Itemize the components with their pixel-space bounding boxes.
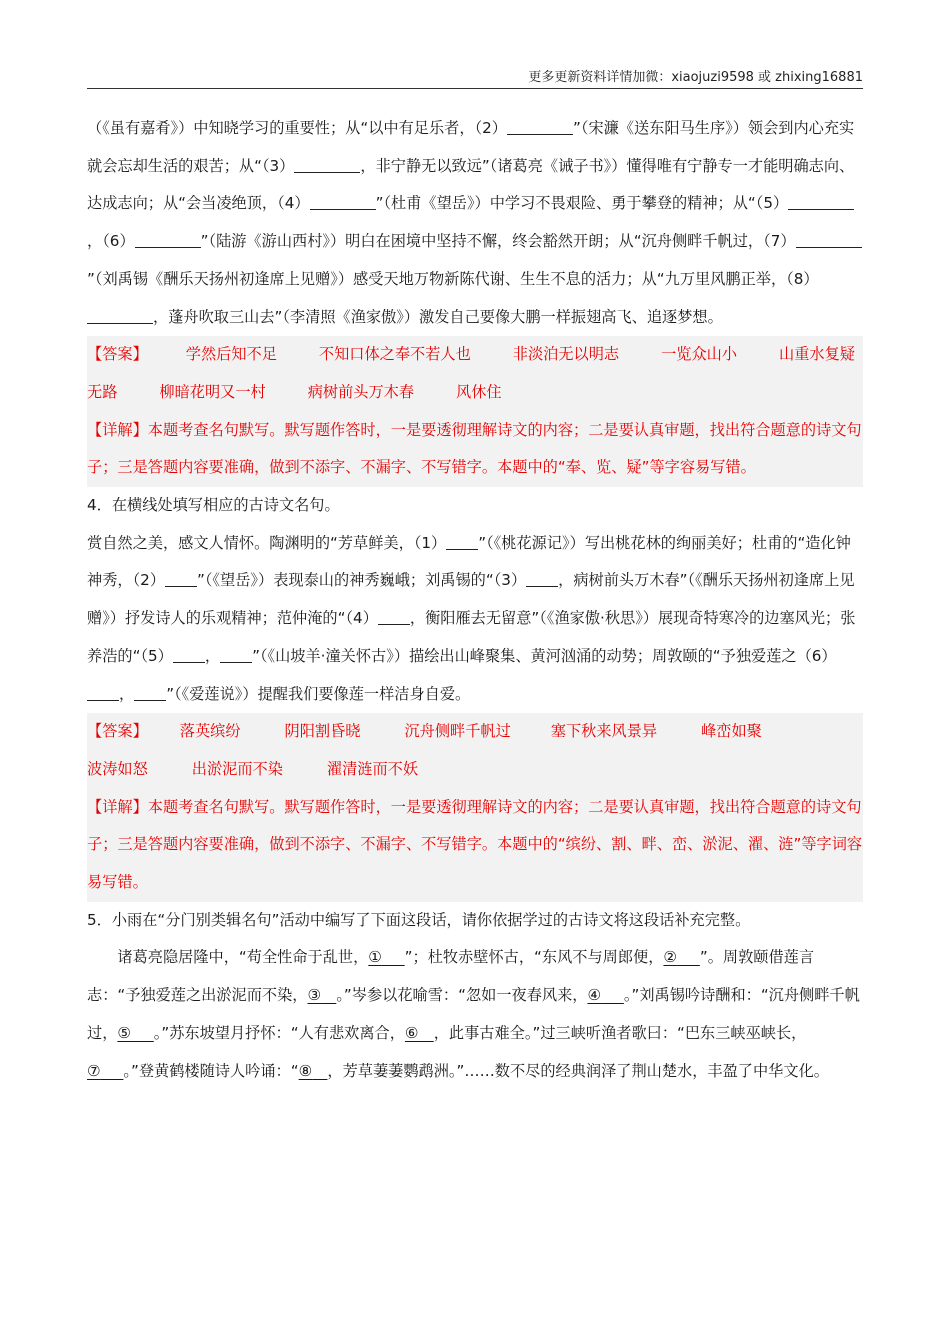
- answer-item: 山重水复疑无路: [87, 345, 855, 401]
- q4-title: 4．在横线处填写相应的古诗文名句。: [87, 496, 340, 515]
- numbered-blank[interactable]: ②: [663, 948, 678, 967]
- answer-item: 一览众山小: [661, 345, 737, 364]
- answer-item: 病树前头万木春: [307, 382, 414, 401]
- fill-blank[interactable]: [796, 231, 862, 248]
- fill-blank[interactable]: [378, 608, 410, 625]
- page-header: 更多更新资料详情加微：xiaojuzi9598 或 zhixing16881: [528, 70, 863, 85]
- answer-item: 柳暗花明又一村: [159, 382, 266, 401]
- detail-label: 【详解】: [87, 797, 148, 816]
- answer-label: 【答案】: [87, 345, 148, 364]
- answer-item: 风休住: [456, 382, 502, 401]
- q4-text: ，: [204, 646, 221, 665]
- answer-item: 学然后知不足: [185, 345, 277, 364]
- q3-text: ”（陆游《游山西村》）明白在困境中坚持不懈，终会豁然开朗；从“沉舟侧畔千帆过，（7）: [200, 232, 796, 251]
- fill-blank[interactable]: [294, 156, 360, 173]
- fill-blank[interactable]: [134, 684, 166, 701]
- q3-text: ，非宁静无以致远”（诸葛亮《诫子书》）懂得唯有宁静专一才能明确志向、达成志向；从“会当凌绝顶，（4）: [87, 156, 855, 213]
- answer-item: 阴阳割昏晓: [284, 722, 361, 741]
- q5-text: 诸葛亮隐居隆中，“苟全性命于乱世，: [117, 948, 369, 967]
- answer-item: 塞下秋来风景异: [550, 722, 658, 741]
- fill-blank[interactable]: [446, 533, 478, 550]
- answer-item: 落英缤纷: [179, 722, 241, 741]
- q5-title: 5．小雨在“分门别类辑名句”活动中编写了下面这段话，请你依据学过的古诗文将这段话补充完整。: [87, 910, 751, 929]
- q4-answer-box: [87, 713, 863, 902]
- q5-text: ”；杜牧赤壁怀古，“东风不与周郎便，: [404, 948, 664, 967]
- q5-text: 。”苏东坡望月抒怀：“人有悲欢离合，: [153, 1023, 405, 1042]
- q3-text: ”（杜甫《望岳》）中学习不畏艰险、勇于攀登的精神；从“（5）: [375, 194, 789, 213]
- numbered-blank[interactable]: ④: [587, 986, 602, 1005]
- q3-text: ”（刘禹锡《酬乐天扬州初逢席上见赠》）感受天地万物新陈代谢、生生不息的活力；从“九万里风鹏正举，（8）: [87, 269, 819, 288]
- numbered-blank-line: [382, 948, 405, 966]
- q5-paragraph: [87, 939, 863, 1090]
- numbered-blank-line: [131, 1024, 154, 1042]
- q5-text: ，芳草萋萋鹦鹉洲。”……数不尽的经典润泽了荆山楚水，丰盈了中华文化。: [327, 1061, 829, 1080]
- numbered-blank-line: [419, 1024, 434, 1042]
- answer-item: 濯清涟而不妖: [326, 759, 418, 778]
- numbered-blank-line: [101, 1062, 124, 1080]
- page-content: [87, 110, 863, 1090]
- answer-item: 波涛如怒: [87, 759, 148, 778]
- q5-text: 。”刘禹锡吟诗酬和：“沉舟侧畔千帆过，: [87, 986, 860, 1042]
- q4-text: ”（《望岳》）表现泰山的神秀巍峨；刘禹锡的“（3）: [197, 571, 527, 590]
- detail-text: 本题考查名句默写。默写题作答时，一是要透彻理解诗文的内容；二是要认真审题，找出符合题意的诗文句子；三是答题内容要准确，做到不添字、不漏字、不写错字。本题中的“奉、览、疑”等字容易写错。: [87, 420, 862, 477]
- detail-text: 本题考查名句默写。默写题作答时，一是要透彻理解诗文的内容；二是要认真审题，找出符合题意的诗文句子；三是答题内容要准确，做到不添字、不漏字、不写错字。本题中的“缤纷、割、畔、峦、淤泥、濯、涟”等字词容易写错。: [87, 797, 863, 892]
- fill-blank[interactable]: [526, 570, 558, 587]
- answer-item: 不知口体之奉不若人也: [318, 345, 471, 364]
- fill-blank[interactable]: [87, 307, 153, 324]
- q3-text: ，蓬舟吹取三山去”（李清照《渔家傲》）激发自己要像大鹏一样振翅高飞、追逐梦想。: [153, 307, 723, 326]
- q4-text: ，: [119, 684, 135, 703]
- answer-item: 沉舟侧畔千帆过: [404, 722, 511, 741]
- numbered-blank-line: [312, 1062, 327, 1080]
- q4-paragraph: [87, 525, 863, 714]
- q5-text: ”。周敦颐借莲言志：“予独爱莲之出淤泥而不染，: [87, 948, 815, 1005]
- fill-blank[interactable]: [87, 684, 119, 701]
- numbered-blank[interactable]: ⑤: [117, 1023, 131, 1042]
- numbered-blank[interactable]: ③: [307, 986, 322, 1005]
- numbered-blank[interactable]: ⑥: [404, 1023, 419, 1042]
- q3-text: （《虽有嘉肴》）中知晓学习的重要性；从“以中有足乐者，（2）: [87, 119, 507, 137]
- answer-item: 峰峦如聚: [701, 722, 762, 741]
- fill-blank[interactable]: [165, 570, 197, 587]
- fill-blank[interactable]: [788, 193, 854, 210]
- q4-text: ”（《山坡羊·潼关怀古》）描绘出山峰聚集、黄河汹涌的动势；周敦颐的“予独爱莲之（6）: [252, 646, 837, 665]
- q5-text: 。”登黄鹤楼随诗人吟诵：“: [123, 1061, 299, 1080]
- answer-item: 非淡泊无以明志: [512, 345, 620, 364]
- numbered-blank-line: [601, 986, 624, 1004]
- numbered-blank[interactable]: ①: [368, 948, 382, 967]
- fill-blank[interactable]: [173, 646, 205, 663]
- q4-text: 赏自然之美，感文人情怀。陶渊明的“芳草鲜美，（1）: [87, 533, 447, 552]
- q4-answer: [87, 713, 863, 788]
- q4-text: ”（《爱莲说》）提醒我们要像莲一样洁身自爱。: [166, 684, 471, 703]
- q3-answer: [87, 336, 863, 411]
- fill-blank[interactable]: [220, 646, 252, 663]
- q5-text: ，此事古难全。”过三峡听渔者歌曰：“巴东三峡巫峡长，: [433, 1023, 807, 1042]
- numbered-blank-line: [321, 986, 336, 1004]
- detail-label: 【详解】: [87, 420, 148, 439]
- answer-label: 【答案】: [87, 722, 148, 741]
- q3-answer-box: [87, 336, 863, 487]
- fill-blank[interactable]: [310, 193, 376, 210]
- header-divider: [87, 88, 863, 89]
- q3-detail: [87, 412, 863, 487]
- q4-text: ”（《桃花源记》）写出桃花林的绚丽美好；杜甫的“造化钟神秀，（2）: [87, 533, 851, 590]
- fill-blank[interactable]: [507, 118, 573, 135]
- q3-text: ，（6）: [87, 232, 135, 251]
- answer-item: 出淤泥而不染: [191, 759, 283, 778]
- q4-text: ，衡阳雁去无留意”（《渔家傲·秋思》）展现奇特寒冷的边塞风光；张养浩的“（5）: [87, 609, 856, 665]
- numbered-blank[interactable]: ⑦: [87, 1061, 101, 1080]
- q3-paragraph: [87, 110, 863, 336]
- q3-text: ”（宋濂《送东阳马生序》）领会到内心充实就会忘却生活的艰苦；从“（3）: [87, 119, 855, 175]
- numbered-blank[interactable]: ⑧: [298, 1061, 313, 1080]
- q4-text: ，病树前头万木春”（《酬乐天扬州初逢席上见赠》）抒发诗人的乐观精神；范仲淹的“（4）: [87, 571, 855, 628]
- q5-text: 。”岑参以花喻雪：“忽如一夜春风来，: [336, 986, 588, 1005]
- numbered-blank-line: [677, 948, 700, 966]
- q4-detail: [87, 789, 863, 902]
- fill-blank[interactable]: [135, 231, 201, 248]
